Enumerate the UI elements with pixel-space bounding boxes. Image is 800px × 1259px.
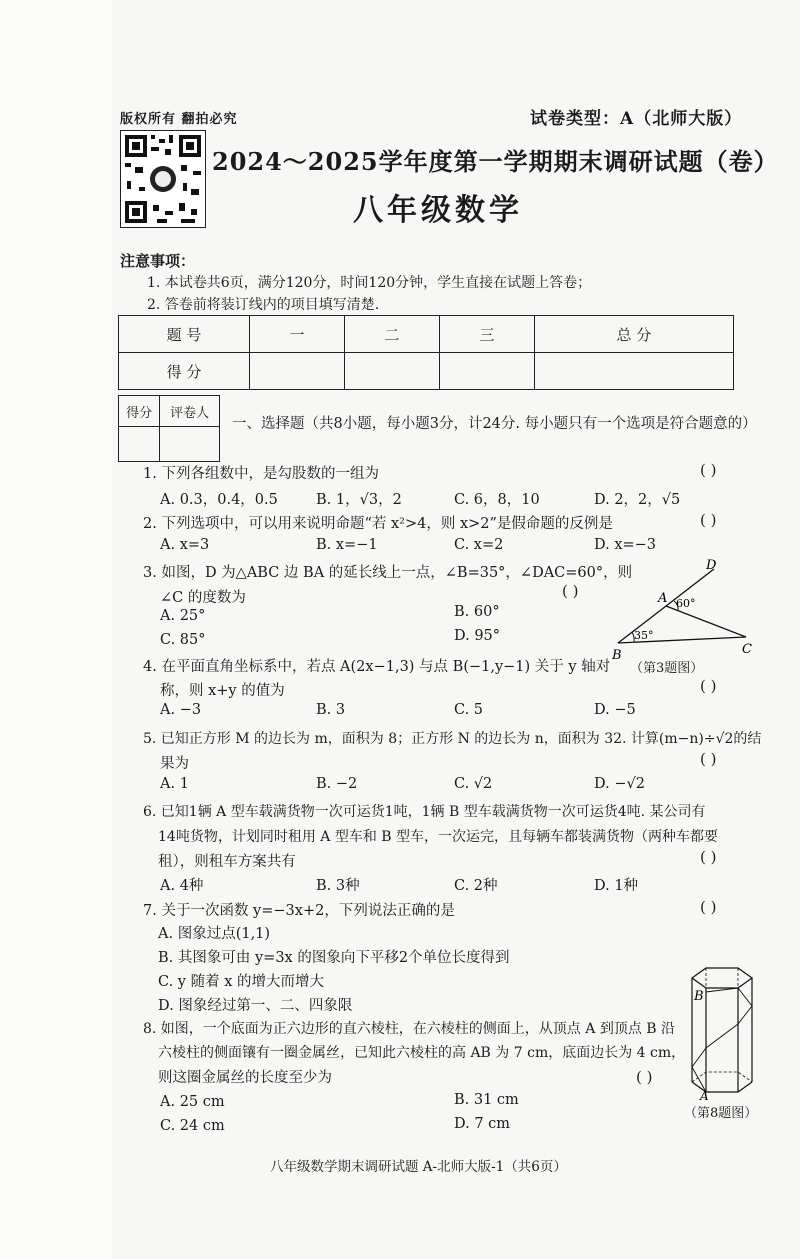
- option: D. x=−3: [594, 537, 657, 553]
- option: B. 3: [316, 702, 346, 718]
- option: C. x=2: [454, 537, 504, 553]
- grader-name-cell[interactable]: [160, 427, 220, 462]
- question-stem: 7. 关于一次函数 y=−3x+2，下列说法正确的是: [143, 903, 455, 919]
- fig3-label-d: D: [706, 558, 717, 573]
- question-stem: 6. 已知1辆 A 型车载满货物一次可运货1吨，1辆 B 型车载满货物一次可运货4吨. 某公司有: [143, 804, 706, 820]
- note-item: 1. 本试卷共6页，满分120分，时间120分钟，学生直接在试题上答卷；: [147, 275, 592, 291]
- option: B. 60°: [454, 604, 500, 620]
- question-stem: 1. 下列各组数中，是勾股数的一组为: [143, 466, 379, 482]
- question-stem: 六棱柱的侧面镶有一圈金属丝，已知此六棱柱的高 AB 为 7 cm，底面边长为 4 cm，: [158, 1045, 686, 1061]
- grader-score-label: 得分: [119, 396, 160, 427]
- question-stem: 果为: [160, 756, 189, 772]
- answer-bracket[interactable]: ( ): [700, 461, 717, 479]
- option: D. −√2: [594, 776, 645, 792]
- question-stem: 称，则 x+y 的值为: [160, 683, 285, 699]
- question-stem: ∠C 的度数为: [160, 590, 246, 606]
- score-cell[interactable]: [534, 353, 733, 390]
- option: D. 2，2，√5: [594, 492, 681, 508]
- option: D. 7 cm: [454, 1116, 511, 1132]
- answer-bracket[interactable]: ( ): [700, 750, 717, 768]
- score-cell[interactable]: [250, 353, 345, 390]
- copyright-notice: 版权所有 翻拍必究: [120, 112, 238, 127]
- exam-subject: 八年级数学: [353, 193, 523, 228]
- grader-score-cell[interactable]: [119, 427, 160, 462]
- option: A. −3: [160, 702, 202, 718]
- option: A. 0.3，0.4，0.5: [160, 492, 278, 508]
- page-margin: [0, 0, 112, 1259]
- option: C. 5: [454, 702, 484, 718]
- score-table: [118, 315, 734, 390]
- option: B. 3种: [316, 878, 360, 894]
- option: C. y 随着 x 的增大而增大: [158, 974, 324, 990]
- qr-code-icon: [120, 130, 206, 228]
- answer-bracket[interactable]: ( ): [700, 898, 717, 916]
- option: A. 图象过点(1,1): [158, 926, 271, 942]
- question-stem: 14吨货物，计划同时租用 A 型车和 B 型车，一次运完，且每辆车都装满货物（两种车都要: [158, 829, 719, 845]
- score-table-header: 三: [439, 316, 534, 353]
- answer-bracket[interactable]: ( ): [700, 677, 717, 695]
- option: B. 31 cm: [454, 1092, 519, 1108]
- answer-bracket[interactable]: ( ): [562, 582, 579, 600]
- score-table-header: 总 分: [534, 316, 733, 353]
- option: B. −2: [316, 776, 358, 792]
- fig3-label-b: B: [612, 648, 622, 663]
- figure-q3-caption: （第3题图）: [630, 661, 704, 676]
- option: C. 24 cm: [160, 1118, 225, 1134]
- answer-bracket[interactable]: ( ): [636, 1068, 653, 1086]
- score-table-header: 二: [344, 316, 439, 353]
- question-stem: 租），则租车方案共有: [158, 854, 296, 870]
- figure-q8-caption: （第8题图）: [684, 1106, 758, 1121]
- score-cell[interactable]: [439, 353, 534, 390]
- score-table-header: 一: [250, 316, 345, 353]
- option: C. √2: [454, 776, 493, 792]
- option: A. 25 cm: [160, 1094, 225, 1110]
- option: B. 其图象可由 y=3x 的图象向下平移2个单位长度得到: [158, 950, 510, 966]
- page-footer: 八年级数学期末调研试题 A-北师大版-1（共6页）: [270, 1159, 567, 1175]
- fig8-label-b: B: [694, 989, 704, 1004]
- paper-type: 试卷类型：A（北师大版）: [530, 109, 743, 129]
- option: A. 1: [160, 776, 189, 792]
- notes-heading: 注意事项：: [120, 252, 196, 270]
- section-heading: 一、选择题（共8小题，每小题3分，计24分. 每小题只有一个选项是符合题意的）: [232, 416, 757, 432]
- fig3-angle-b: 35°: [634, 629, 654, 642]
- figure-q8-prism: [682, 962, 758, 1100]
- option: C. 85°: [160, 632, 206, 648]
- question-stem: 5. 已知正方形 M 的边长为 m，面积为 8；正方形 N 的边长为 n，面积为 32. 计算(m−n)÷√2的结: [143, 731, 762, 747]
- option: A. 25°: [160, 608, 206, 624]
- option: C. 2种: [454, 878, 498, 894]
- score-row-label: 得 分: [119, 353, 250, 390]
- option: D. −5: [594, 702, 636, 718]
- fig3-label-a: A: [658, 591, 668, 606]
- option: B. x=−1: [316, 537, 378, 553]
- question-stem: 则这圈金属丝的长度至少为: [158, 1070, 332, 1086]
- note-item: 2. 答卷前将装订线内的项目填写清楚.: [147, 297, 380, 313]
- answer-bracket[interactable]: ( ): [700, 511, 717, 529]
- figure-q3: [608, 555, 758, 665]
- fig3-label-c: C: [742, 642, 752, 657]
- option: D. 1种: [594, 878, 639, 894]
- option: A. 4种: [160, 878, 204, 894]
- exam-title: 2024～2025学年度第一学期期末调研试题（卷）: [212, 147, 779, 176]
- option: D. 图象经过第一、二、四象限: [158, 998, 353, 1014]
- score-cell[interactable]: [344, 353, 439, 390]
- question-stem: 8. 如图，一个底面为正六边形的直六棱柱，在六棱柱的侧面上，从顶点 A 到顶点 B 沿: [143, 1021, 676, 1037]
- grader-table: [118, 395, 220, 462]
- option: D. 95°: [454, 628, 501, 644]
- fig3-angle-dac: 60°: [676, 597, 696, 610]
- question-stem: 2. 下列选项中，可以用来说明命题“若 x²>4，则 x>2”是假命题的反例是: [143, 516, 613, 532]
- answer-bracket[interactable]: ( ): [700, 848, 717, 866]
- score-table-header: 题 号: [119, 316, 250, 353]
- option: C. 6，8，10: [454, 492, 540, 508]
- grader-name-label: 评卷人: [160, 396, 220, 427]
- option: B. 1，√3，2: [316, 492, 402, 508]
- question-stem: 3. 如图，D 为△ABC 边 BA 的延长线上一点，∠B=35°，∠DAC=60°，则: [143, 565, 633, 581]
- option: A. x=3: [160, 537, 210, 553]
- fig8-label-a: A: [700, 1089, 709, 1100]
- question-stem: 4. 在平面直角坐标系中，若点 A(2x−1,3) 与点 B(−1,y−1) 关于 y 轴对: [143, 659, 611, 675]
